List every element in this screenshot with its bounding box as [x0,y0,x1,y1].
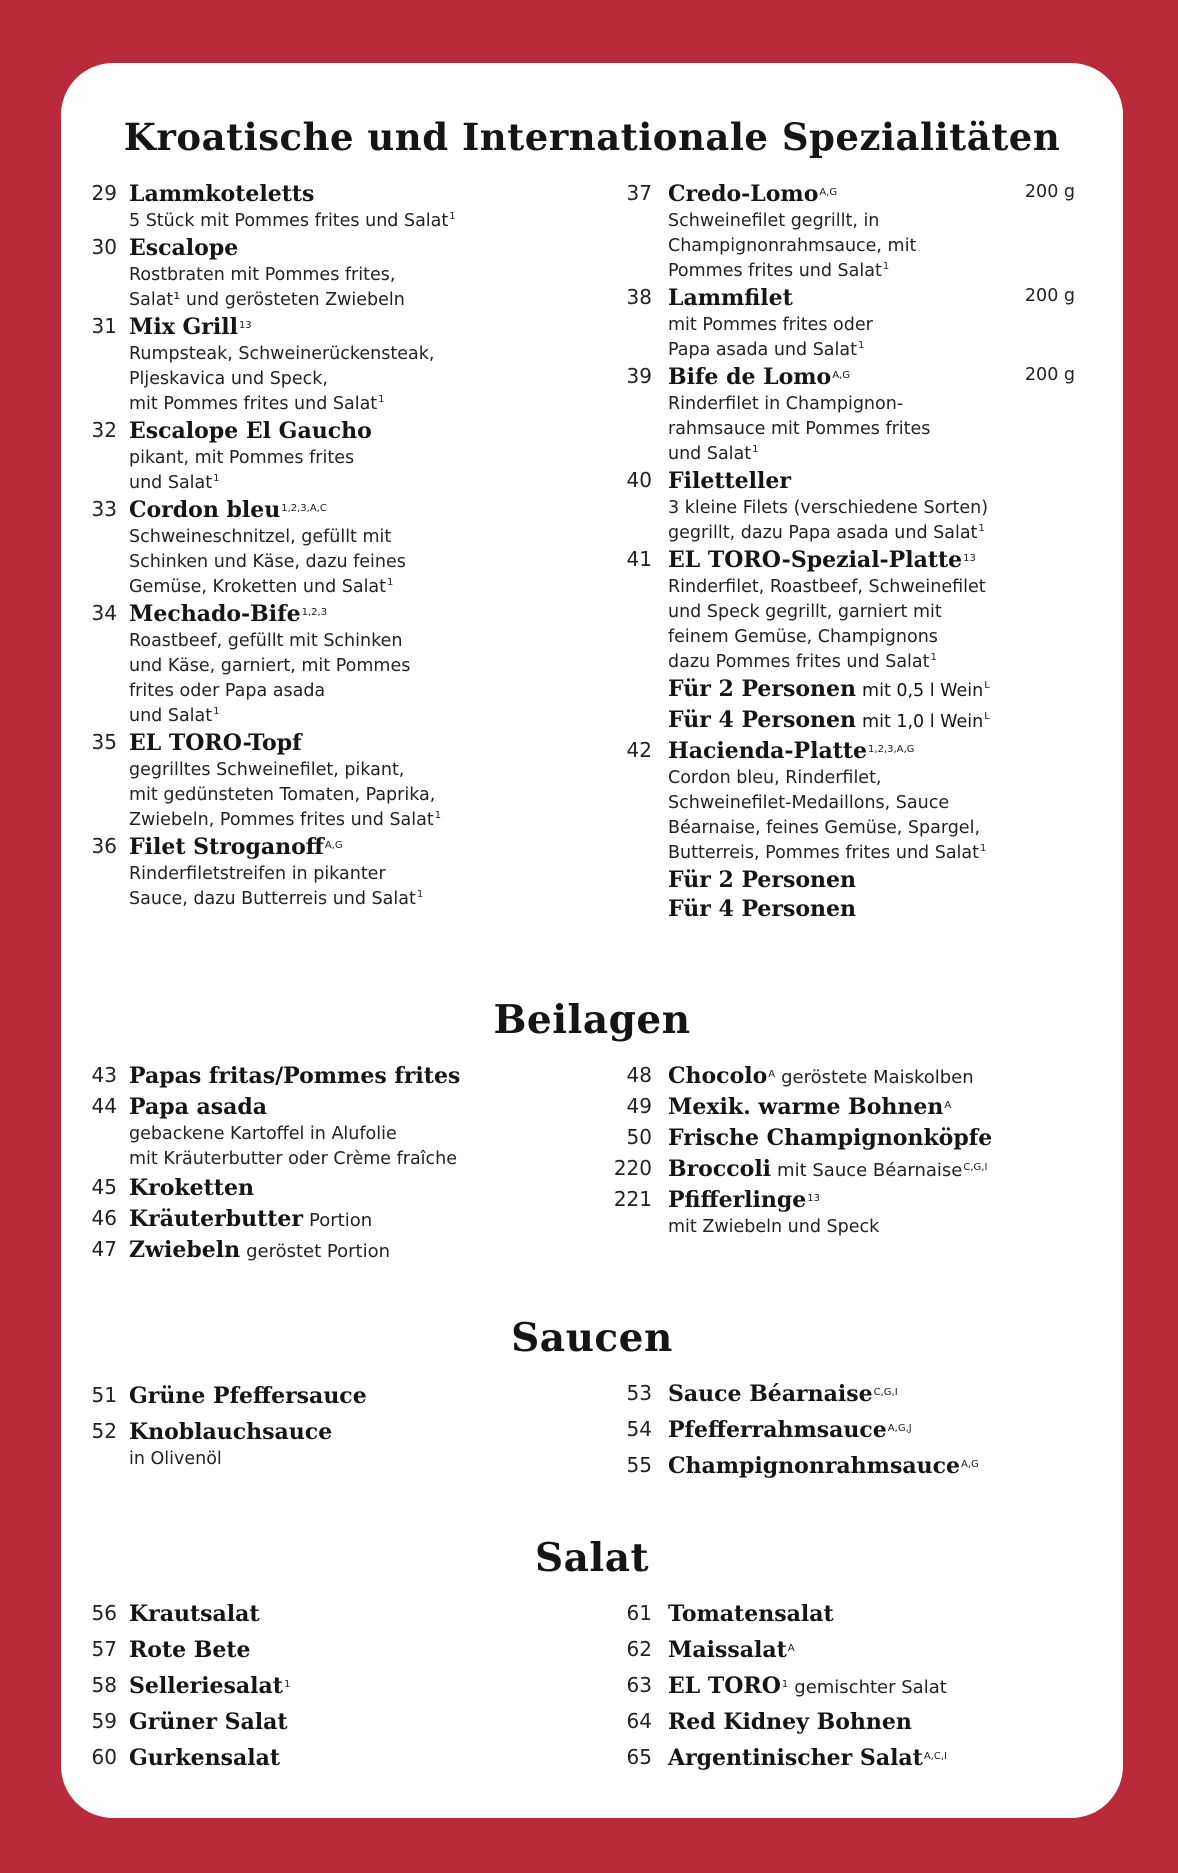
item-description [668,496,1075,546]
menu-item-50 [613,1124,1075,1153]
item-name: Krautsalat [129,1601,260,1627]
item-header [129,417,533,446]
item-name: Red Kidney Bohnen [668,1709,912,1735]
item-name: EL TORO [668,1673,781,1699]
item-description [668,766,1075,866]
item-inline-description: geröstete Maiskolben [781,1067,974,1088]
item-number: 63 [626,1673,652,1697]
item-header [668,1452,1075,1481]
allergen-codes: 1 [781,1678,789,1690]
footnote: 1 [387,577,394,589]
allergen-codes: A,G [832,369,850,381]
menu-item-54 [613,1416,1075,1445]
footnote: 1 [416,889,424,901]
wine-note: mit 1,0 l Wein [862,712,984,732]
section-title-salat: Salat [534,1535,650,1581]
item-header [129,1744,533,1773]
menu-card [61,63,1123,1818]
item-number: 48 [626,1063,652,1087]
item-header [129,729,533,758]
item-description-text: Roastbeef, gefüllt mit Schinken und Käse, garniert, mit Pommes frites oder Papa asada und Salat [129,631,411,726]
item-description [668,209,1075,284]
item-number: 31 [91,314,117,338]
menu-item-40 [613,467,1075,546]
footnote: 1 [434,810,442,822]
item-number: 47 [91,1237,117,1261]
footnote: 1 [857,340,865,352]
item-number: 43 [91,1063,117,1087]
item-number: 58 [91,1673,117,1697]
item-name: Frische Champignonköpfe [668,1125,993,1151]
item-name: Tomatensalat [668,1601,834,1627]
menu-item-43 [81,1062,533,1091]
item-name: Hacienda-Platte [668,738,868,764]
item-name: Zwiebeln [129,1237,241,1263]
item-header [129,1636,533,1665]
item-number: 62 [626,1637,652,1661]
item-description-text: Rostbraten mit Pommes frites, Salat¹ und gerösteten Zwiebeln [129,265,405,310]
item-number: 50 [626,1125,652,1149]
item-description-text: 5 Stück mit Pommes frites und Salat [129,211,449,231]
item-number: 221 [613,1187,652,1211]
item-description-text: in Olivenöl [129,1449,222,1469]
menu-item-220 [613,1155,1075,1184]
item-description [129,209,533,234]
item-number: 29 [91,181,117,205]
item-name: Broccoli [668,1156,772,1182]
item-weight: 200 g [1024,365,1075,385]
footnote: 1 [213,706,220,718]
item-number: 46 [91,1206,117,1230]
menu-item-56 [81,1600,533,1629]
item-description [668,392,1075,467]
item-weight: 200 g [1024,286,1075,306]
kroatische-right-column [613,180,1075,924]
item-description-text: Rinderfilet, Roastbeef, Schweinefilet und Speck gegrillt, garniert mit feinem Gemüse, Champignons dazu Pommes frites und Salat [668,577,986,672]
menu-item-49 [613,1093,1075,1122]
item-header [129,1672,533,1701]
item-header [129,1418,533,1447]
menu-item-34 [81,600,533,729]
saucen-right-column [613,1380,1075,1488]
wine-note: mit 0,5 l Wein [862,681,984,701]
item-inline-description: geröstet Portion [246,1241,391,1262]
item-name: Selleriesalat [129,1673,283,1699]
person-label: Für 2 Personen [668,676,857,702]
menu-item-32 [81,417,533,496]
item-number: 61 [626,1601,652,1625]
menu-item-47 [81,1236,533,1265]
item-number: 39 [626,364,652,388]
item-name: Filetteller [668,468,791,494]
item-description [668,313,1075,363]
item-name: Papa asada [129,1094,268,1120]
allergen-codes: C,G,I [963,1161,988,1173]
menu-item-61 [613,1600,1075,1629]
item-header [668,1124,1075,1153]
allergen-codes: A,G [819,186,838,198]
menu-item-58 [81,1672,533,1701]
item-header [668,737,1075,766]
person-label: Für 4 Personen [668,896,857,922]
item-name: Credo-Lomo [668,181,819,207]
item-name: Kräuterbutter [129,1206,304,1232]
item-number: 53 [626,1381,652,1405]
item-header [668,1155,1075,1184]
item-number: 41 [626,547,652,571]
item-number: 220 [613,1156,652,1180]
salat-right-column [613,1600,1075,1780]
item-header [668,1708,1075,1737]
footnote: 1 [213,473,220,485]
item-name: Pfefferrahmsauce [668,1417,887,1443]
menu-item-48 [613,1062,1075,1091]
item-header [668,467,1075,496]
item-description-text: 3 kleine Filets (verschiedene Sorten) gegrillt, dazu Papa asada und Salat [668,498,989,543]
kroatische-left-column [81,180,533,912]
item-header [668,1062,1075,1091]
item-number: 38 [626,285,652,309]
allergen-codes: 1,2,3 [301,606,328,618]
item-name: Chocolo [668,1063,768,1089]
item-description-text: gebackene Kartoffel in Alufolie mit Kräuterbutter oder Crème fraîche [129,1124,458,1169]
item-number: 30 [91,235,117,259]
menu-item-33 [81,496,533,600]
item-number: 36 [91,834,117,858]
item-weight: 200 g [1024,182,1075,202]
item-number: 56 [91,1601,117,1625]
item-description-text: mit Zwiebeln und Speck [668,1217,880,1237]
item-name: Champignonrahmsauce [668,1453,960,1479]
footnote: 1 [752,444,759,456]
item-name: Lammfilet [668,285,793,311]
item-name: Rote Bete [129,1637,251,1663]
item-name: EL TORO-Topf [129,730,302,756]
item-number: 32 [91,418,117,442]
item-name: Grüne Pfeffersauce [129,1383,367,1409]
item-description [129,758,533,833]
item-number: 45 [91,1175,117,1199]
menu-item-46 [81,1205,533,1234]
item-header [129,1600,533,1629]
item-name: Mix Grill [129,314,238,340]
menu-item-55 [613,1452,1075,1481]
menu-item-52 [81,1418,533,1472]
item-header [668,1186,1075,1215]
item-name: Escalope El Gaucho [129,418,372,444]
allergen-codes: 1,2,3,A,C [281,502,327,514]
item-description-text: mit Pommes frites oder Papa asada und Salat [668,315,873,360]
person-label: Für 4 Personen [668,707,857,733]
item-header [129,1708,533,1737]
item-header [668,546,1075,575]
item-header [668,1636,1075,1665]
item-header [129,1205,533,1234]
item-header [129,600,533,629]
menu-item-63 [613,1672,1075,1701]
menu-item-35 [81,729,533,833]
item-name: Cordon bleu [129,497,281,523]
item-header [129,1236,533,1265]
menu-item-57 [81,1636,533,1665]
menu-item-39 [613,363,1075,467]
allergen-codes: A,G [324,839,343,851]
item-description [129,342,533,417]
item-description-text: pikant, mit Pommes frites und Salat [129,448,355,493]
item-number: 35 [91,730,117,754]
item-description [668,1215,1075,1240]
allergen-codes: A,C,I [923,1750,947,1762]
item-name: Maissalat [668,1637,787,1663]
item-header [129,1174,533,1203]
item-number: 44 [91,1094,117,1118]
menu-item-59 [81,1708,533,1737]
item-description [129,263,533,313]
allergen-codes: L [984,710,990,722]
menu-item-53 [613,1380,1075,1409]
item-description-text: Rinderfilet in Champignon- rahmsauce mit Pommes frites und Salat [668,394,931,464]
item-header [129,1062,533,1091]
item-description-text: gegrilltes Schweinefilet, pikant, mit gedünsteten Tomaten, Paprika, Zwiebeln, Pommes frites und Salat [129,760,436,830]
item-number: 42 [626,738,652,762]
item-description-text: Schweinefilet gegrillt, in Champignonrahmsauce, mit Pommes frites und Salat [668,211,917,281]
menu-item-51 [81,1382,533,1411]
allergen-codes: A [768,1068,776,1080]
allergen-codes: 13 [963,552,976,564]
item-name: Lammkoteletts [129,181,315,207]
item-name: Papas fritas/Pommes frites [129,1063,461,1089]
footnote: 1 [449,211,456,223]
allergen-codes: A,G [960,1458,979,1470]
allergen-codes: A [944,1099,952,1111]
person-label: Für 2 Personen [668,867,857,893]
item-number: 49 [626,1094,652,1118]
item-name: Mechado-Bife [129,601,301,627]
item-number: 64 [626,1709,652,1733]
menu-item-31 [81,313,533,417]
item-number: 51 [91,1383,117,1407]
item-header [668,1600,1075,1629]
item-header [129,234,533,263]
person-option [668,866,1075,895]
item-name: Filet Stroganoff [129,834,324,860]
person-option [668,895,1075,924]
item-description [129,1447,533,1472]
footnote: 1 [930,652,937,664]
item-header [129,180,533,209]
menu-item-36 [81,833,533,912]
item-number: 34 [91,601,117,625]
item-number: 65 [626,1745,652,1769]
menu-item-37 [613,180,1075,284]
menu-item-64 [613,1708,1075,1737]
item-number: 37 [626,181,652,205]
item-name: Gurkensalat [129,1745,281,1771]
menu-item-42 [613,737,1075,924]
item-header [129,313,533,342]
item-header [129,833,533,862]
item-description-text: Rumpsteak, Schweinerückensteak, Pljeskavica und Speck, mit Pommes frites und Salat [129,344,435,414]
menu-item-30 [81,234,533,313]
item-name: Mexik. warme Bohnen [668,1094,944,1120]
item-header [668,284,1075,313]
footnote: 1 [978,523,985,535]
allergen-codes: 13 [238,319,252,331]
item-header [129,1093,533,1122]
saucen-left-column [81,1382,533,1479]
menu-item-44 [81,1093,533,1172]
item-description [668,575,1075,675]
item-name: Knoblauchsauce [129,1419,333,1445]
item-description [129,446,533,496]
item-number: 59 [91,1709,117,1733]
item-number: 57 [91,1637,117,1661]
person-option [668,675,1075,706]
item-name: Kroketten [129,1175,254,1201]
item-number: 52 [91,1419,117,1443]
item-header [668,1672,1075,1701]
allergen-codes: A [787,1642,795,1654]
section-title-beilagen: Beilagen [493,997,691,1043]
menu-item-45 [81,1174,533,1203]
allergen-codes: 1,2,3,A,G [868,743,915,755]
item-number: 40 [626,468,652,492]
item-header [129,496,533,525]
section-title-kroatische: Kroatische und Internationale Spezialitäten [123,115,1061,159]
item-name: Sauce Béarnaise [668,1381,873,1407]
item-header [668,1380,1075,1409]
item-header [668,1416,1075,1445]
menu-item-60 [81,1744,533,1773]
item-description-text: Cordon bleu, Rinderfilet, Schweinefilet-Medaillons, Sauce Béarnaise, feines Gemüse, Spargel, Butterreis, Pommes frites und Salat [668,768,981,863]
item-description-text: Schweineschnitzel, gefüllt mit Schinken und Käse, dazu feines Gemüse, Kroketten und Salat [129,527,406,597]
beilagen-left-column [81,1062,533,1267]
person-option [668,706,1075,737]
item-name: Grüner Salat [129,1709,288,1735]
item-header [668,1093,1075,1122]
item-inline-description: Portion [309,1210,373,1231]
item-description [129,629,533,729]
footnote: 1 [378,394,385,406]
item-name: Escalope [129,235,239,261]
menu-item-65 [613,1744,1075,1773]
item-description [129,1122,533,1172]
item-header [129,1382,533,1411]
allergen-codes: A,G,J [887,1422,912,1434]
item-name: Pfifferlinge [668,1187,807,1213]
section-title-saucen: Saucen [511,1315,673,1361]
salat-left-column [81,1600,533,1780]
item-header [668,363,1075,392]
menu-item-29 [81,180,533,234]
item-number: 55 [626,1453,652,1477]
allergen-codes: C,G,I [873,1386,898,1398]
item-name: Bife de Lomo [668,364,832,390]
footnote: 1 [980,843,987,855]
item-inline-description: gemischter Salat [794,1677,947,1698]
footnote: 1 [882,261,890,273]
item-header [668,180,1075,209]
item-header [668,1744,1075,1773]
item-name: Argentinischer Salat [668,1745,923,1771]
item-number: 60 [91,1745,117,1769]
item-name: EL TORO-Spezial-Platte [668,547,963,573]
allergen-codes: 13 [807,1192,821,1204]
allergen-codes: 1 [283,1678,291,1690]
item-number: 33 [91,497,117,521]
item-inline-description: mit Sauce Béarnaise [777,1160,963,1181]
item-description [129,862,533,912]
menu-item-221 [613,1186,1075,1240]
menu-item-41 [613,546,1075,737]
item-description [129,525,533,600]
item-number: 54 [626,1417,652,1441]
beilagen-right-column [613,1062,1075,1242]
allergen-codes: L [984,679,990,691]
menu-item-62 [613,1636,1075,1665]
menu-item-38 [613,284,1075,363]
item-description-text: Rinderfiletstreifen in pikanter Sauce, dazu Butterreis und Salat [129,864,416,909]
